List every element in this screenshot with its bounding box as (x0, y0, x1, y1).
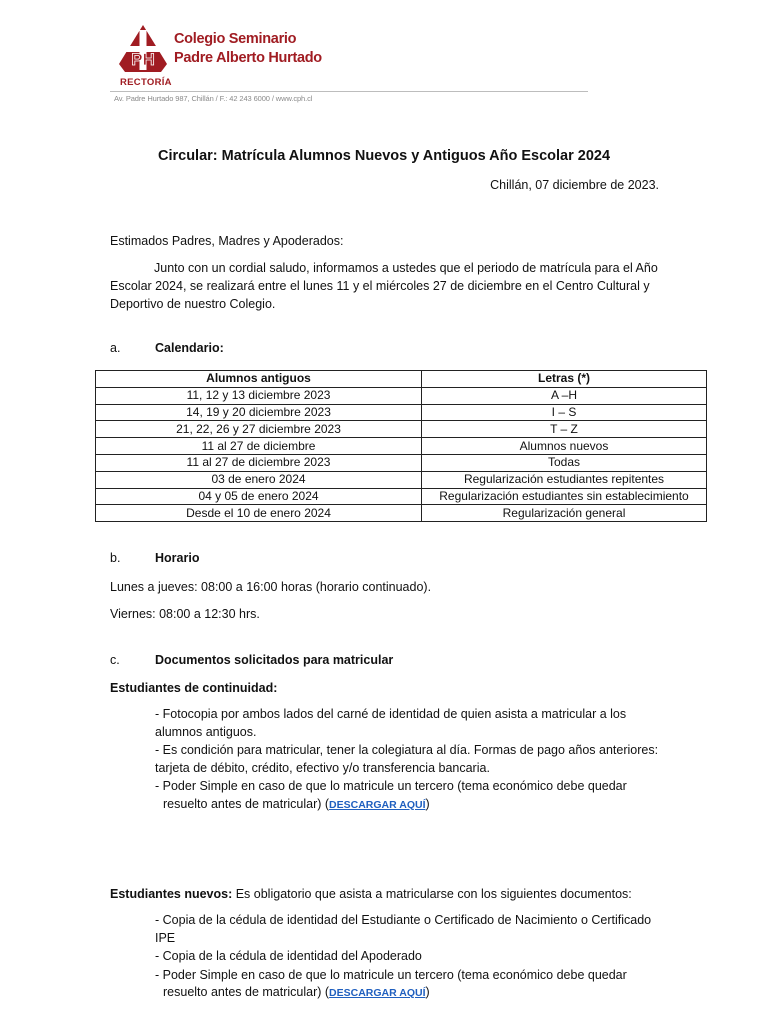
section-b-letter: b. (110, 551, 121, 565)
calendar-date-cell: 11 al 27 de diciembre 2023 (96, 454, 422, 471)
new-students-paragraph (110, 885, 658, 903)
list-item: - Fotocopia por ambos lados del carné de identidad de quien asista a matricular a los alumnos antiguos. (155, 707, 627, 739)
list-item: - Copia de la cédula de identidad del Estudiante o Certificado de Nacimiento o Certificado IPE (155, 913, 652, 945)
letterhead-divider (110, 91, 588, 92)
poder-simple-text-cont (155, 796, 665, 815)
institution-name-line2: Padre Alberto Hurtado (174, 50, 322, 66)
table-row (96, 454, 707, 471)
institution-address: Av. Padre Hurtado 987, Chillán / F.: 42 243 6000 / www.cph.cl (114, 94, 313, 103)
department-label: RECTORÍA (120, 77, 172, 88)
list-item (155, 967, 665, 1003)
calendar-date-cell: 11, 12 y 13 diciembre 2023 (96, 387, 422, 404)
calendar-table (95, 370, 707, 522)
section-c-title: Documentos solicitados para matricular (155, 653, 394, 667)
poder-simple-text-pre: resuelto antes de matricular) ( (163, 985, 330, 999)
poder-simple-text: - Poder Simple en caso de que lo matricule un tercero (tema económico debe quedar (155, 967, 627, 982)
calendar-group-cell: T – Z (422, 421, 707, 438)
table-row (96, 488, 707, 505)
section-c-letter: c. (110, 653, 120, 667)
calendar-date-cell: 04 y 05 de enero 2024 (96, 488, 422, 505)
calendar-header-letters: Letras (*) (422, 371, 707, 388)
section-b-title: Horario (155, 551, 200, 565)
schedule-friday: Viernes: 08:00 a 12:30 hrs. (110, 607, 260, 621)
calendar-group-cell: I – S (422, 404, 707, 421)
calendar-date-cell: Desde el 10 de enero 2024 (96, 505, 422, 522)
table-row (96, 438, 707, 455)
calendar-group-cell: Regularización estudiantes sin establecimiento (422, 488, 707, 505)
poder-simple-text: - Poder Simple en caso de que lo matricule un tercero (tema económico debe quedar (155, 779, 627, 793)
calendar-date-cell: 03 de enero 2024 (96, 471, 422, 488)
calendar-header-students: Alumnos antiguos (96, 371, 422, 388)
intro-paragraph: Junto con un cordial saludo, informamos a ustedes que el periodo de matrícula para el Año Escolar 2024, se realizará entre el lunes 11 y el miércoles 27 de diciembre en el Centro Cultural y Deportivo de nuestro Colegio. (110, 261, 658, 311)
download-poder-link[interactable]: DESCARGAR AQUÍ (329, 798, 426, 811)
section-a-letter: a. (110, 341, 121, 355)
calendar-group-cell: Todas (422, 454, 707, 471)
calendar-group-cell: Regularización general (422, 505, 707, 522)
calendar-header-row (96, 371, 707, 388)
poder-simple-text-cont (155, 984, 665, 1003)
table-row (96, 404, 707, 421)
table-row (96, 387, 707, 404)
poder-simple-text-pre: resuelto antes de matricular) ( (163, 796, 330, 811)
new-students-text: Es obligatorio que asista a matricularse con los siguientes documentos: (232, 887, 632, 901)
download-poder-link[interactable]: DESCARGAR AQUÍ (329, 987, 426, 999)
new-documents-list (155, 912, 665, 1004)
table-row (96, 421, 707, 438)
calendar-date-cell: 21, 22, 26 y 27 diciembre 2023 (96, 421, 422, 438)
section-a-title: Calendario: (155, 341, 224, 355)
poder-simple-text-post: ) (425, 985, 430, 999)
schedule-weekdays: Lunes a jueves: 08:00 a 16:00 horas (horario continuado). (110, 580, 432, 594)
list-item: - Copia de la cédula de identidad del Apoderado (155, 949, 422, 963)
calendar-date-cell: 14, 19 y 20 diciembre 2023 (96, 404, 422, 421)
calendar-group-cell: Regularización estudiantes repitentes (422, 471, 707, 488)
table-row (96, 471, 707, 488)
calendar-group-cell: Alumnos nuevos (422, 438, 707, 455)
list-item (155, 778, 665, 814)
calendar-date-cell: 11 al 27 de diciembre (96, 438, 422, 455)
continuity-students-heading: Estudiantes de continuidad: (110, 681, 278, 695)
svg-text:PH: PH (131, 50, 155, 69)
document-title: Circular: Matrícula Alumnos Nuevos y Antiguos Año Escolar 2024 (157, 148, 611, 164)
poder-simple-text-post: ) (425, 796, 430, 811)
institution-name (174, 30, 322, 68)
calendar-group-cell: A –H (422, 387, 707, 404)
continuity-documents-list (155, 706, 665, 815)
school-logo-icon (116, 24, 170, 78)
new-students-heading: Estudiantes nuevos: (110, 887, 233, 901)
document-date: Chillán, 07 diciembre de 2023. (490, 178, 659, 192)
institution-name-line1: Colegio Seminario (174, 31, 297, 47)
list-item: - Es condición para matricular, tener la colegiatura al día. Formas de pago años anteriores: tarjeta de débito, crédito, efectivo y/o transferencia bancaria. (155, 743, 659, 775)
greeting: Estimados Padres, Madres y Apoderados: (110, 234, 344, 248)
table-row (96, 505, 707, 522)
